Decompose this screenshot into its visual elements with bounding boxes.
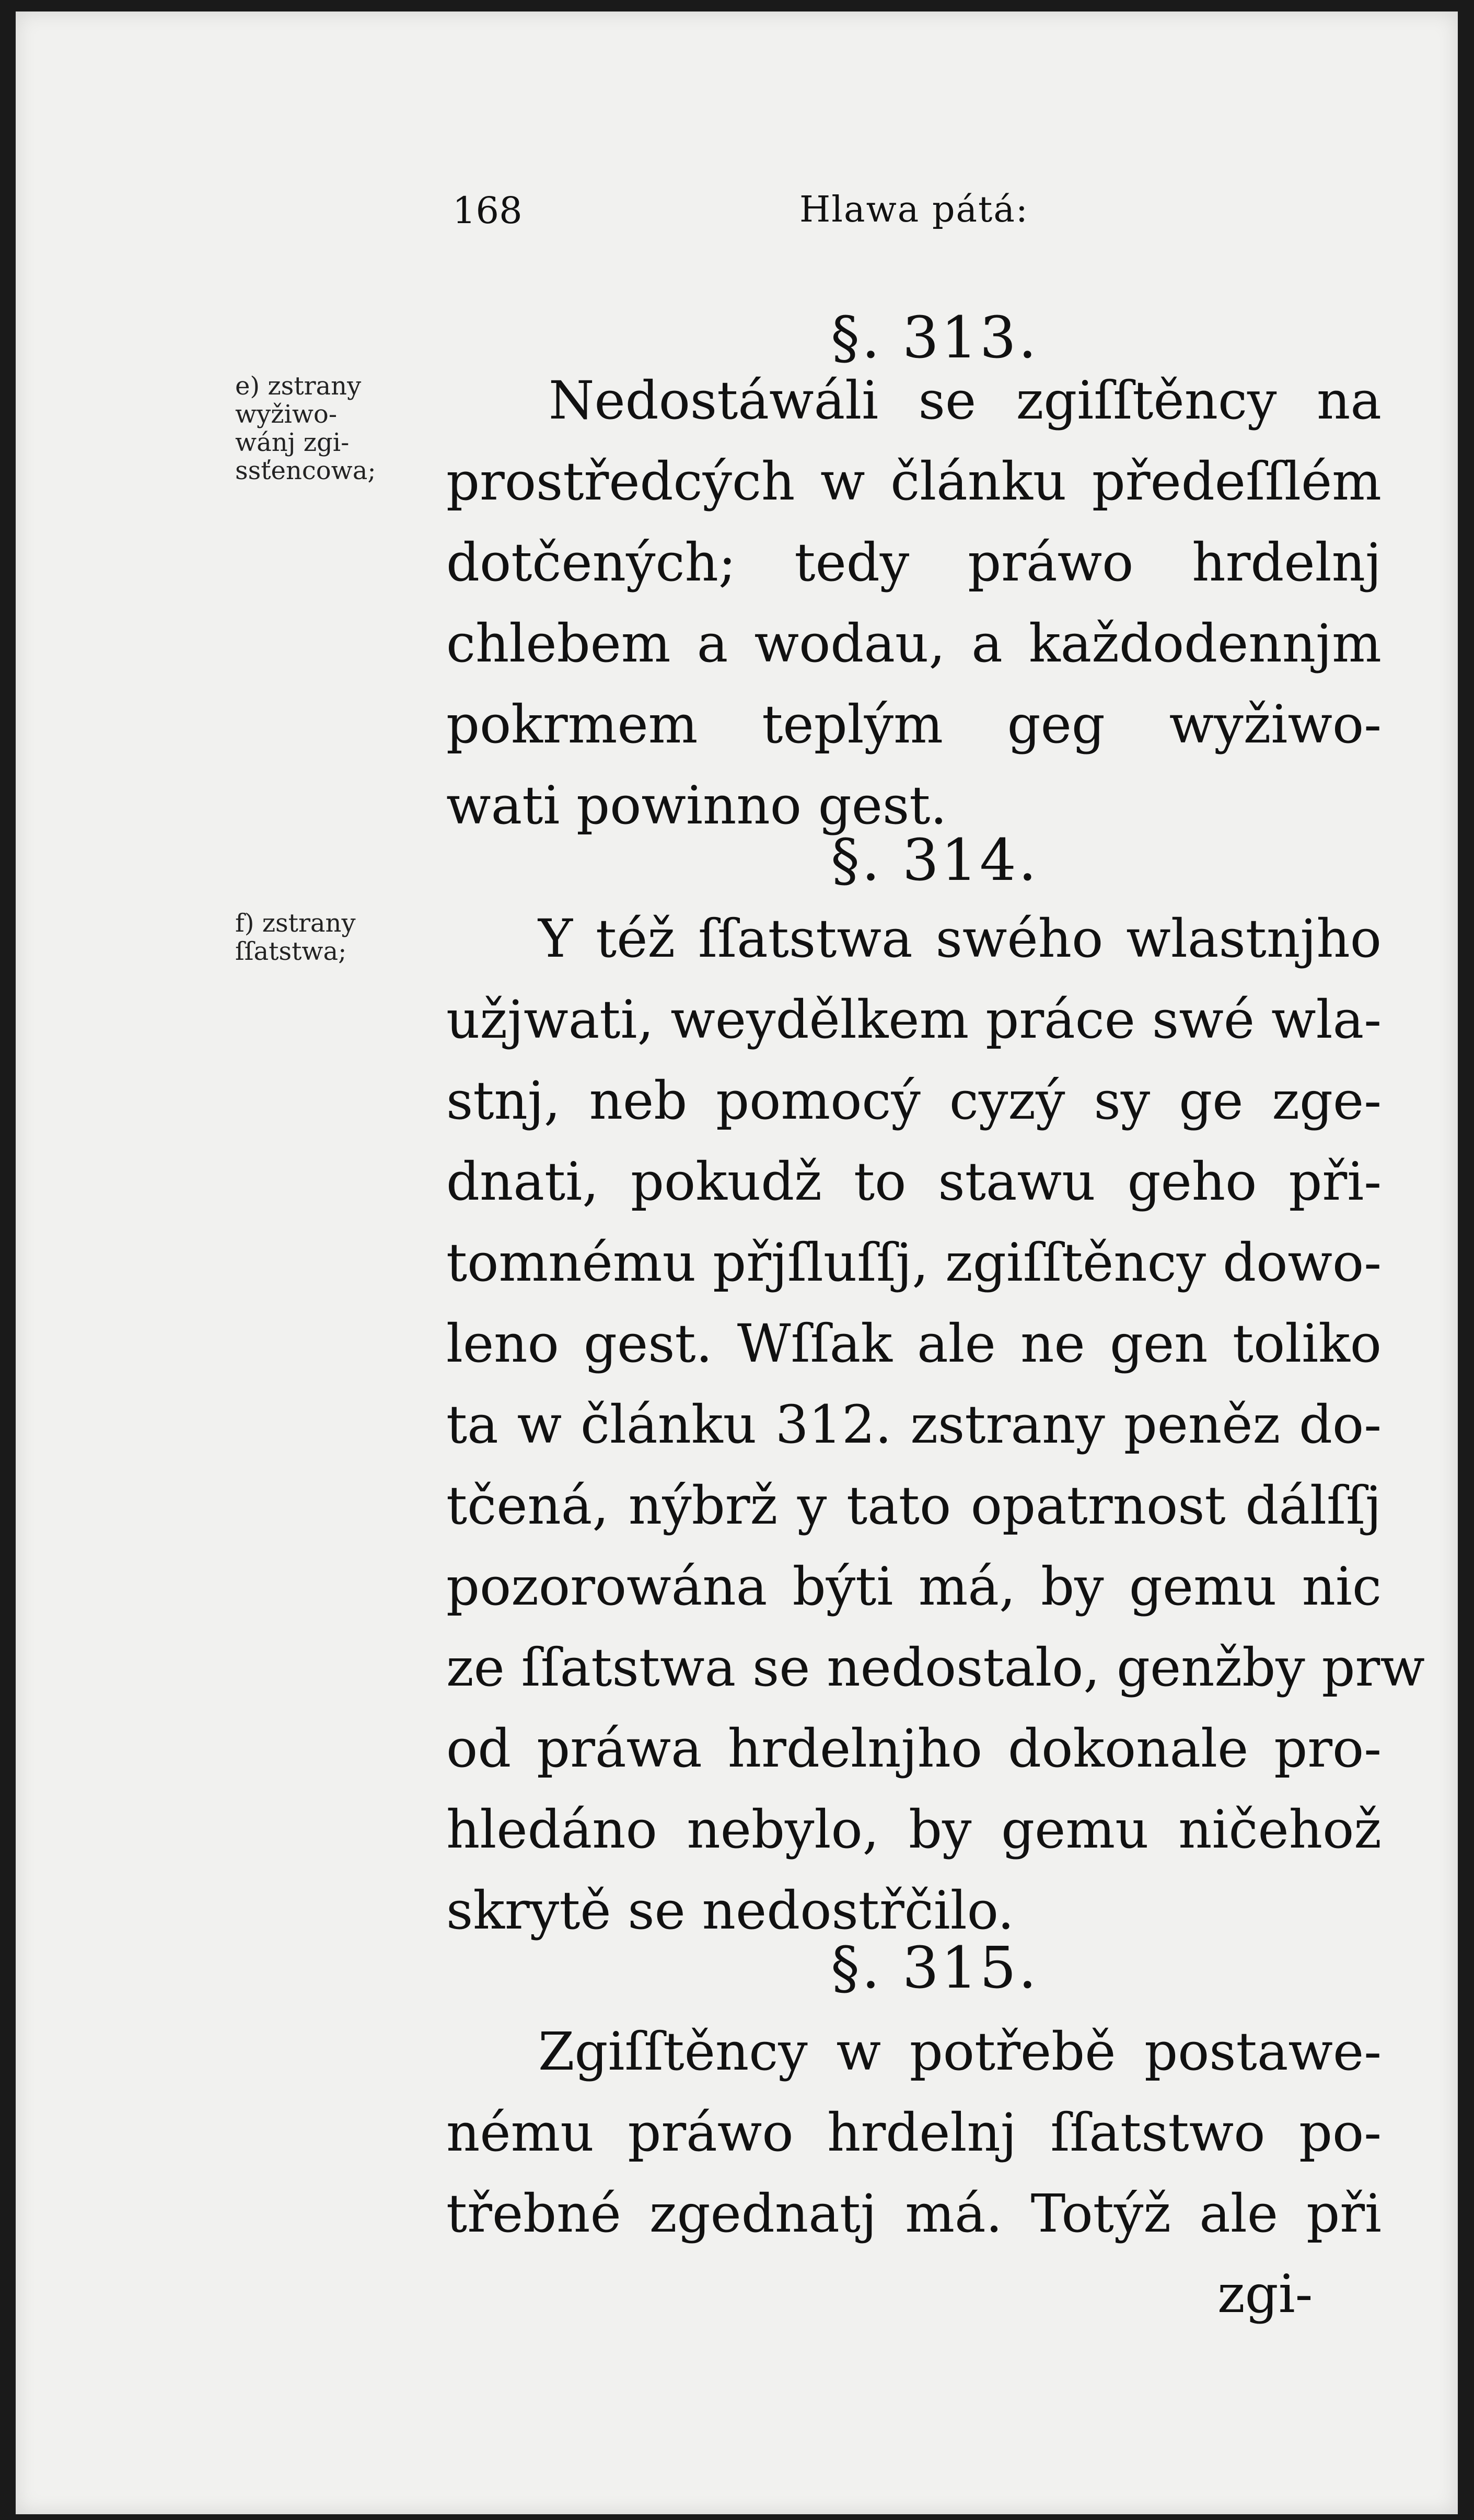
text-line: Nedostáwáli se zgiſſtěncy na — [549, 370, 1382, 431]
running-title: Hlawa pátá: — [799, 189, 1029, 230]
text-line: od práwa hrdelnjho dokonale pro- — [446, 1718, 1382, 1779]
text-line: Zgiſſtěncy w potřebě postawe- — [538, 2021, 1382, 2082]
margin-note: f) zstrany ſſatstwa; — [235, 909, 356, 966]
text-line: hledáno nebylo, by gemu ničehož — [446, 1799, 1382, 1860]
text-line: skrytě se nedostřčilo. — [446, 1880, 1014, 1941]
text-line: dotčených; tedy práwo hrdelnj — [446, 532, 1382, 593]
page-number: 168 — [452, 189, 523, 232]
text-line: užjwati, weydělkem práce swé wla- — [446, 989, 1382, 1050]
text-line: leno gest. Wſſak ale ne gen tolikо — [446, 1313, 1382, 1374]
text-line: prostředcých w článku předeſſlém — [446, 451, 1382, 512]
text-line: ze ſſatstwa se nedostalo, genžby prw — [446, 1637, 1425, 1698]
section-heading: §. 313. — [831, 304, 1039, 371]
text-line: dnati, pokudž to stawu geho při- — [446, 1151, 1382, 1212]
book-page — [16, 11, 1458, 2514]
text-line: třebné zgednatj má. Totýž ale při — [446, 2183, 1382, 2244]
text-line: tčená, nýbrž y tato opatrnost dálſſj — [446, 1475, 1382, 1536]
section-heading: §. 314. — [831, 827, 1039, 893]
text-line: pokrmem teplým geg wyžiwo- — [446, 694, 1382, 755]
text-line: Y též ſſatstwa swého wlastnjho — [538, 908, 1382, 969]
text-line: nému práwo hrdelnj ſſatstwo po- — [446, 2102, 1382, 2163]
text-line: pozorowána býti má, by gemu nic — [446, 1556, 1382, 1617]
running-head — [16, 189, 1458, 241]
text-line: chlebem a wodau, a každodennjm — [446, 613, 1382, 674]
margin-note: e) zstrany wyžiwo- wánj zgi- ssťencowa; — [235, 371, 376, 485]
text-line: stnj, neb pomocý cyzý sy ge zge- — [446, 1070, 1382, 1131]
text-line: ta w článku 312. zstrany peněz do- — [446, 1394, 1382, 1455]
text-line: wati powinno gest. — [446, 775, 947, 836]
section-heading: §. 315. — [831, 1934, 1039, 2001]
text-line: tomnému přjſluſſj, zgiſſtěncy dowo- — [446, 1232, 1382, 1293]
catchword: zgi- — [1217, 2263, 1313, 2325]
